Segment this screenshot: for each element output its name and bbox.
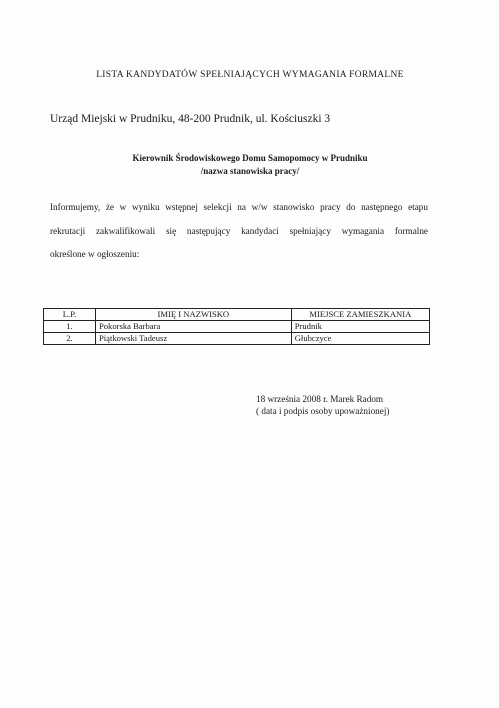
- row-lp: 1.: [44, 321, 96, 333]
- signature-caption: ( data i podpis osoby upoważnionej): [256, 406, 390, 416]
- candidates-table: [43, 308, 430, 345]
- office-address: Urząd Miejski w Prudniku, 48-200 Prudnik, ul. Kościuszki 3: [50, 113, 331, 125]
- announcement-line-1: Informujemy, że w wyniku wstępnej selekcji na w/w stanowisko pracy do następnego etapu: [50, 202, 428, 212]
- table-row: [44, 321, 430, 333]
- header-city: MIEJSCE ZAMIESZKANIA: [291, 309, 429, 321]
- table-row: [44, 333, 430, 345]
- row-name: Pokorska Barbara: [95, 321, 291, 333]
- row-city: Głubczyce: [291, 333, 429, 345]
- row-name: Piątkowski Tadeusz: [95, 333, 291, 345]
- position-title: Kierownik Środowiskowego Domu Samopomocy w Prudniku: [132, 153, 368, 163]
- announcement-line-3: określone w ogłoszeniu:: [50, 249, 140, 259]
- position-subtitle: /nazwa stanowiska pracy/: [200, 166, 300, 176]
- announcement-line-2: rekrutacji zakwalifikowali się następujący kandydaci spełniający wymagania formalne: [50, 225, 428, 236]
- header-name: IMIĘ I NAZWISKO: [95, 309, 291, 321]
- position-title-block: [0, 152, 500, 178]
- announcement-text: [50, 196, 428, 267]
- row-lp: 2.: [44, 333, 96, 345]
- table-header-row: [44, 309, 430, 321]
- header-lp: L.P.: [44, 309, 96, 321]
- row-city: Prudnik: [291, 321, 429, 333]
- document-heading: LISTA KANDYDATÓW SPEŁNIAJĄCYCH WYMAGANIA FORMALNE: [96, 70, 404, 80]
- signature-date-name: 18 września 2008 r. Marek Radom: [256, 394, 384, 404]
- signature-block: [256, 393, 389, 417]
